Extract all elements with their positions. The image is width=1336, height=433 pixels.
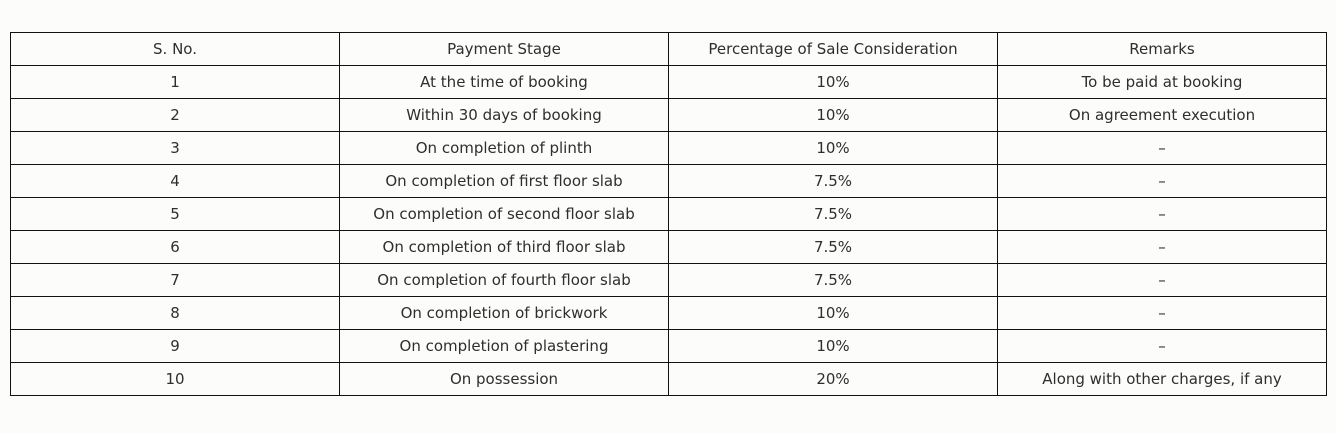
cell-percentage: 10% bbox=[669, 99, 998, 132]
cell-percentage: 10% bbox=[669, 330, 998, 363]
header-remarks: Remarks bbox=[998, 33, 1327, 66]
table-row bbox=[11, 198, 1327, 231]
cell-serial-number: 9 bbox=[11, 330, 340, 363]
cell-remarks: – bbox=[998, 297, 1327, 330]
table-row bbox=[11, 231, 1327, 264]
cell-payment-stage: At the time of booking bbox=[340, 66, 669, 99]
cell-remarks: – bbox=[998, 330, 1327, 363]
cell-serial-number: 1 bbox=[11, 66, 340, 99]
cell-serial-number: 7 bbox=[11, 264, 340, 297]
payment-schedule bbox=[10, 32, 1326, 396]
table-row bbox=[11, 99, 1327, 132]
table-row bbox=[11, 264, 1327, 297]
cell-remarks: Along with other charges, if any bbox=[998, 363, 1327, 396]
cell-payment-stage: On possession bbox=[340, 363, 669, 396]
cell-payment-stage: On completion of brickwork bbox=[340, 297, 669, 330]
table-row bbox=[11, 132, 1327, 165]
cell-serial-number: 8 bbox=[11, 297, 340, 330]
table-row bbox=[11, 330, 1327, 363]
cell-percentage: 7.5% bbox=[669, 198, 998, 231]
cell-percentage: 7.5% bbox=[669, 264, 998, 297]
cell-remarks: – bbox=[998, 231, 1327, 264]
table-row bbox=[11, 363, 1327, 396]
cell-percentage: 10% bbox=[669, 132, 998, 165]
cell-serial-number: 4 bbox=[11, 165, 340, 198]
cell-remarks: To be paid at booking bbox=[998, 66, 1327, 99]
cell-payment-stage: On completion of third floor slab bbox=[340, 231, 669, 264]
table-header-row bbox=[11, 33, 1327, 66]
cell-remarks: – bbox=[998, 132, 1327, 165]
header-payment-stage: Payment Stage bbox=[340, 33, 669, 66]
cell-payment-stage: On completion of plinth bbox=[340, 132, 669, 165]
cell-remarks: – bbox=[998, 165, 1327, 198]
cell-payment-stage: On completion of first floor slab bbox=[340, 165, 669, 198]
header-serial-number: S. No. bbox=[11, 33, 340, 66]
cell-serial-number: 2 bbox=[11, 99, 340, 132]
cell-serial-number: 3 bbox=[11, 132, 340, 165]
cell-percentage: 10% bbox=[669, 297, 998, 330]
cell-remarks: On agreement execution bbox=[998, 99, 1327, 132]
cell-percentage: 7.5% bbox=[669, 165, 998, 198]
cell-payment-stage: Within 30 days of booking bbox=[340, 99, 669, 132]
cell-serial-number: 6 bbox=[11, 231, 340, 264]
payment-schedule-table bbox=[10, 32, 1327, 396]
cell-percentage: 20% bbox=[669, 363, 998, 396]
cell-payment-stage: On completion of plastering bbox=[340, 330, 669, 363]
header-percentage: Percentage of Sale Consideration bbox=[669, 33, 998, 66]
table-row bbox=[11, 66, 1327, 99]
table-row bbox=[11, 297, 1327, 330]
cell-remarks: – bbox=[998, 198, 1327, 231]
table-row bbox=[11, 165, 1327, 198]
cell-percentage: 7.5% bbox=[669, 231, 998, 264]
cell-serial-number: 5 bbox=[11, 198, 340, 231]
cell-payment-stage: On completion of second floor slab bbox=[340, 198, 669, 231]
cell-serial-number: 10 bbox=[11, 363, 340, 396]
cell-payment-stage: On completion of fourth floor slab bbox=[340, 264, 669, 297]
cell-percentage: 10% bbox=[669, 66, 998, 99]
cell-remarks: – bbox=[998, 264, 1327, 297]
